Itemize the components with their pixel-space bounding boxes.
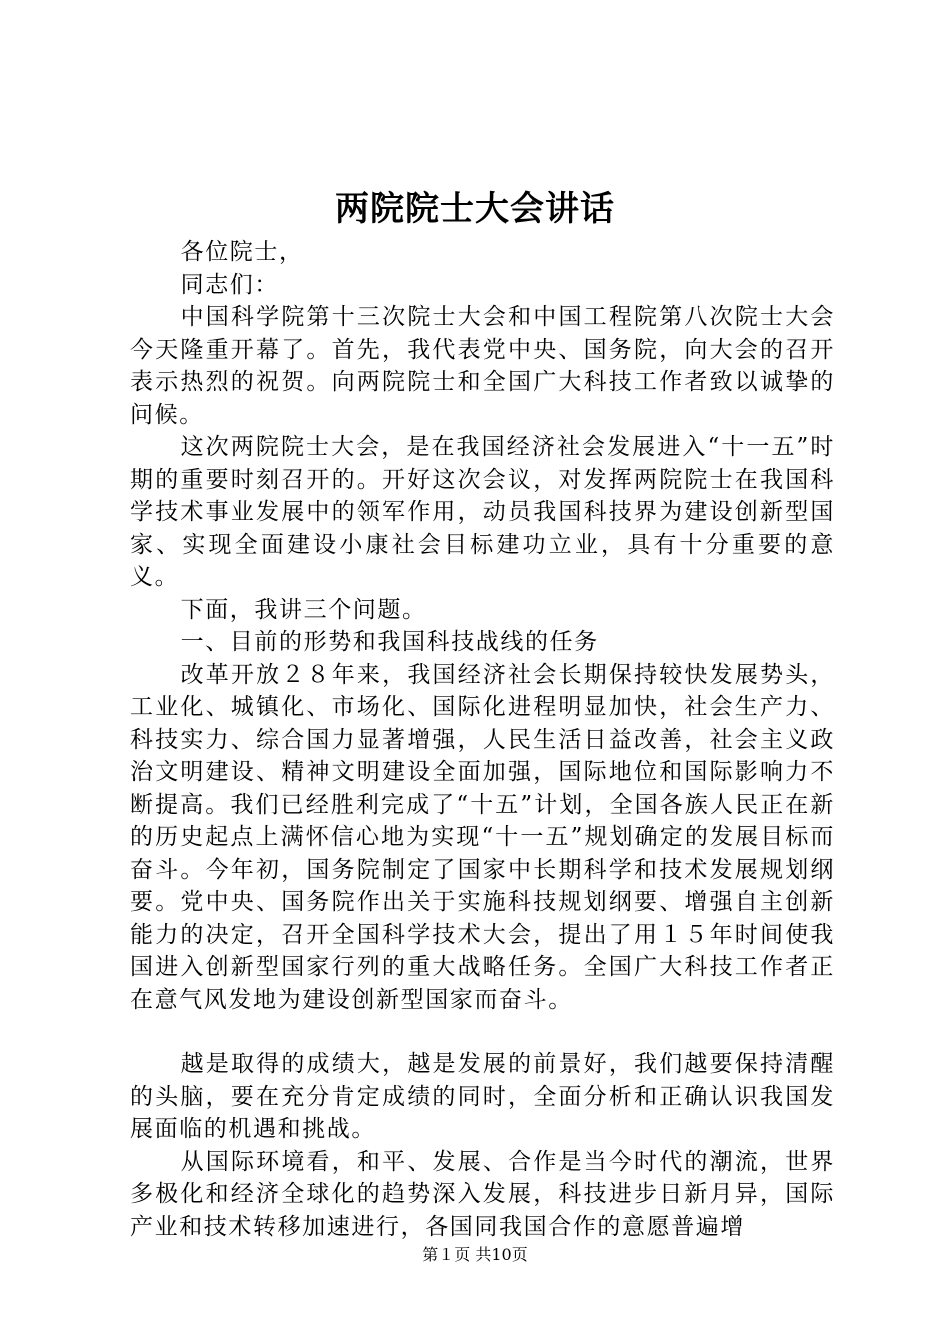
body-paragraph: 这次两院院士大会，是在我国经济社会发展进入“十一五”时期的重要时刻召开的。开好这次会议，对发挥两院院士在我国科学技术事业发展中的领军作用，动员我国科技界为建设创新型国家、实现全面建设小康社会目标建功立业，具有十分重要的意义。 [130, 434, 835, 590]
salutation-line: 同志们： [180, 271, 279, 298]
document-title: 两院院士大会讲话 [335, 189, 615, 229]
section-heading: 一、目前的形势和我国科技战线的任务 [180, 629, 599, 655]
body-paragraph: 下面，我讲三个问题。 [180, 596, 427, 623]
document-body [130, 236, 835, 1243]
salutation-line: 各位院士， [180, 239, 304, 265]
body-paragraph: 改革开放２８年来，我国经济社会长期保持较快发展势头，工业化、城镇化、市场化、国际化进程明显加快，社会生产力、科技实力、综合国力显著增强，人民生活日益改善，社会主义政治文明建设、精神文明建设全面加强，国际地位和国际影响力不断提高。我们已经胜利完成了“十五”计划，全国各族人民正在新的历史起点上满怀信心地为实现“十一五”规划确定的发展目标而奋斗。今年初，国务院制定了国家中长期科学和技术发展规划纲要。党中央、国务院作出关于实施科技规划纲要、增强自主创新能力的决定，召开全国科学技术大会，提出了用１５年时间使我国进入创新型国家行列的重大战略任务。全国广大科技工作者正在意气风发地为建设创新型国家而奋斗。 [130, 661, 835, 1013]
body-paragraph: 中国科学院第十三次院士大会和中国工程院第八次院士大会今天隆重开幕了。首先，我代表党中央、国务院，向大会的召开表示热烈的祝贺。向两院院士和全国广大科技工作者致以诚挚的问候。 [130, 304, 835, 428]
body-paragraph: 从国际环境看，和平、发展、合作是当今时代的潮流，世界多极化和经济全球化的趋势深入发展，科技进步日新月异，国际产业和技术转移加速进行，各国同我国合作的意愿普遍增 [130, 1148, 835, 1240]
page-number-footer: 第１页 共10页 [422, 1245, 528, 1264]
body-paragraph: 越是取得的成绩大，越是发展的前景好，我们越要保持清醒的头脑，要在充分肯定成绩的同时，全面分析和正确认识我国发展面临的机遇和挑战。 [130, 1051, 835, 1142]
